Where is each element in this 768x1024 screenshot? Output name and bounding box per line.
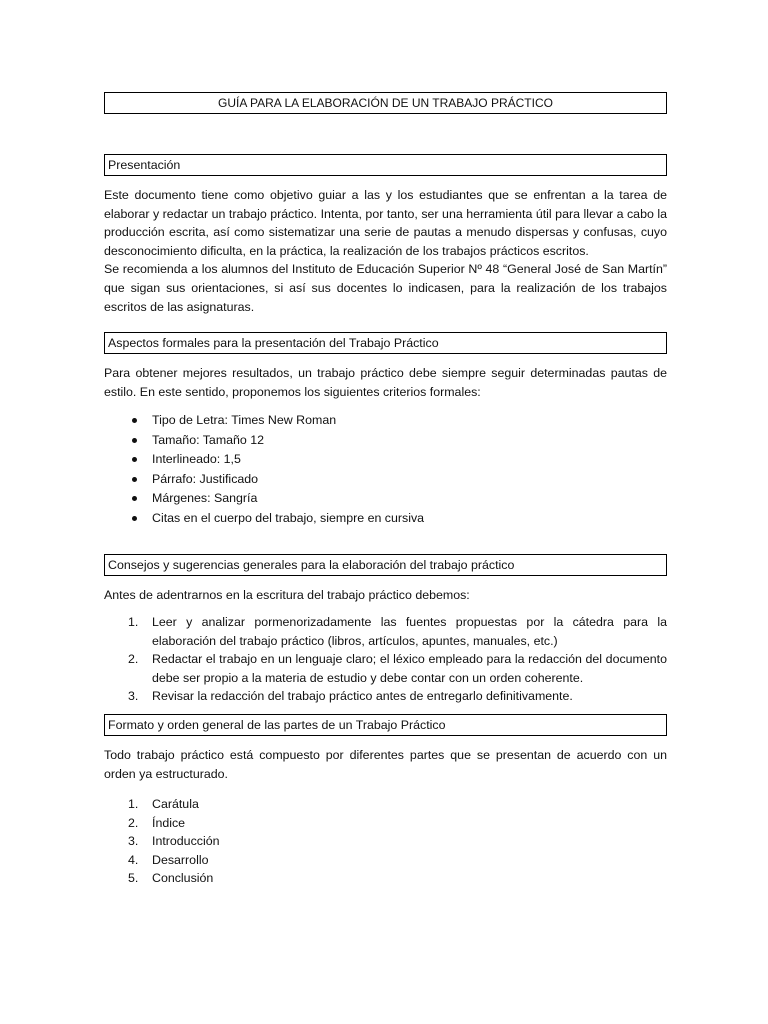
list-item: Márgenes: Sangría bbox=[104, 489, 667, 509]
list-item: 3. Revisar la redacción del trabajo práctico antes de entregarlo definitivamente. bbox=[128, 689, 573, 704]
list-item: 4. Desarrollo bbox=[128, 852, 209, 867]
section-heading-aspectos: Aspectos formales para la presentación del Trabajo Práctico bbox=[104, 332, 667, 354]
list-item: 1. Leer y analizar pormenorizadamente las fuentes propuestas por la cátedra para la elaboración del trabajo práctico (libros, artículos, apuntes, manuales, etc.) bbox=[128, 614, 667, 648]
bullet-icon bbox=[132, 496, 137, 501]
list-item: Interlineado: 1,5 bbox=[104, 450, 667, 470]
list-item: Tamaño: Tamaño 12 bbox=[104, 431, 667, 451]
section-body-formato bbox=[104, 746, 667, 888]
list-item: 2. Redactar el trabajo en un lenguaje claro; el léxico empleado para la redacción del documento debe ser propio a la materia de estudio y debe contar con un orden coherente. bbox=[128, 652, 667, 685]
list-item: 1. Carátula bbox=[128, 797, 199, 812]
document-title: GUÍA PARA LA ELABORACIÓN DE UN TRABAJO PRÁCTICO bbox=[104, 92, 667, 114]
paragraph: Este documento tiene como objetivo guiar a las y los estudiantes que se enfrentan a la tarea de elaborar y redactar un trabajo práctico. Intenta, por tanto, ser una herramienta útil para llevar a cabo la producción escrita, así como sistematizar una serie de pautas a menudo dispersas y confusas, cuyo desconocimiento dificulta, en la práctica, la realización de los trabajos prácticos escritos. bbox=[104, 188, 667, 258]
list-item: Tipo de Letra: Times New Roman bbox=[104, 411, 667, 431]
section-heading-formato: Formato y orden general de las partes de un Trabajo Práctico bbox=[104, 714, 667, 736]
bullet-icon bbox=[132, 418, 137, 423]
bullet-list bbox=[104, 411, 667, 528]
list-item: 2. Índice bbox=[128, 815, 186, 830]
paragraph: Todo trabajo práctico está compuesto por diferentes partes que se presentan de acuerdo con un orden ya estructurado. bbox=[104, 747, 667, 781]
paragraph: Para obtener mejores resultados, un trabajo práctico debe siempre seguir determinadas pautas de estilo. En este sentido, proponemos los siguientes criterios formales: bbox=[104, 366, 667, 399]
list-item: Párrafo: Justificado bbox=[104, 470, 667, 490]
list-item: 3. Introducción bbox=[128, 834, 220, 849]
section-heading-presentacion: Presentación bbox=[104, 154, 667, 176]
bullet-icon bbox=[132, 438, 137, 443]
bullet-icon bbox=[132, 457, 137, 462]
paragraph: Se recomienda a los alumnos del Instituto de Educación Superior Nº 48 “General José de San Martín” que sigan sus orientaciones, si así sus docentes lo indicasen, para la realización de los trabajos escritos de las asignaturas. bbox=[104, 262, 667, 314]
paragraph: Antes de adentrarnos en la escritura del trabajo práctico debemos: bbox=[104, 588, 470, 603]
section-body-presentacion bbox=[104, 186, 667, 316]
numbered-list bbox=[104, 613, 667, 706]
list-item: 5. Conclusión bbox=[128, 871, 214, 886]
bullet-icon bbox=[132, 477, 137, 482]
document-page bbox=[104, 92, 667, 898]
section-heading-consejos: Consejos y sugerencias generales para la elaboración del trabajo práctico bbox=[104, 554, 667, 576]
section-body-consejos bbox=[104, 586, 667, 706]
list-item: Citas en el cuerpo del trabajo, siempre en cursiva bbox=[104, 509, 667, 529]
bullet-icon bbox=[132, 516, 137, 521]
numbered-list bbox=[104, 795, 667, 888]
section-body-aspectos bbox=[104, 364, 667, 528]
